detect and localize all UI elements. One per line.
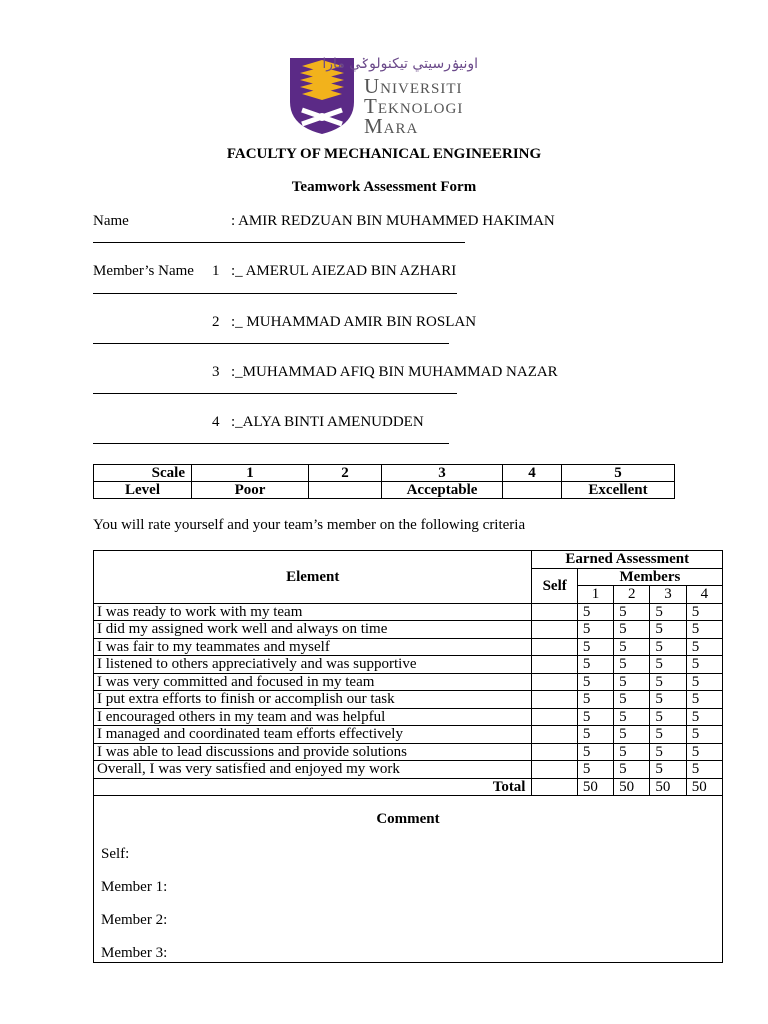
criteria-member-4-score[interactable]: 5 [686, 603, 722, 621]
criteria-member-2-score[interactable]: 5 [614, 708, 650, 726]
criteria-row [94, 691, 723, 709]
level-2 [309, 482, 382, 499]
member-1-number: 1 [212, 263, 220, 279]
criteria-row [94, 603, 723, 621]
criteria-member-1-score[interactable]: 5 [577, 621, 613, 639]
criteria-self-score[interactable] [532, 638, 577, 656]
level-1: Poor [192, 482, 309, 499]
member-col-2: 2 [614, 586, 650, 604]
criteria-element: I was ready to work with my team [94, 603, 532, 621]
comment-member-1-label[interactable]: Member 1: [101, 879, 168, 895]
instruction-text: You will rate yourself and your team’s member on the following criteria [93, 517, 526, 533]
criteria-member-3-score[interactable]: 5 [650, 656, 686, 674]
criteria-member-1-score[interactable]: 5 [577, 708, 613, 726]
criteria-member-3-score[interactable]: 5 [650, 761, 686, 779]
criteria-element: I did my assigned work well and always on time [94, 621, 532, 639]
scale-1: 1 [192, 465, 309, 482]
name-underline [93, 242, 465, 243]
criteria-element: Overall, I was very satisfied and enjoyed my work [94, 761, 532, 779]
scale-4: 4 [503, 465, 562, 482]
criteria-row [94, 638, 723, 656]
criteria-member-3-score[interactable]: 5 [650, 726, 686, 744]
criteria-member-3-score[interactable]: 5 [650, 691, 686, 709]
criteria-member-1-score[interactable]: 5 [577, 726, 613, 744]
member-3-underline [93, 393, 457, 394]
criteria-table [93, 550, 723, 796]
criteria-member-2-score[interactable]: 5 [614, 656, 650, 674]
criteria-row [94, 708, 723, 726]
total-member-2: 50 [614, 778, 650, 796]
criteria-self-score[interactable] [532, 603, 577, 621]
level-3: Acceptable [382, 482, 503, 499]
member-4-number: 4 [212, 414, 220, 430]
member-col-3: 3 [650, 586, 686, 604]
criteria-member-4-score[interactable]: 5 [686, 673, 722, 691]
criteria-member-1-score[interactable]: 5 [577, 673, 613, 691]
comment-self-label[interactable]: Self: [101, 846, 130, 862]
criteria-member-1-score[interactable]: 5 [577, 743, 613, 761]
criteria-member-1-score[interactable]: 5 [577, 761, 613, 779]
criteria-member-3-score[interactable]: 5 [650, 638, 686, 656]
logo-jawi-text: اونيۏرسيتي تيکنولوݢي مارا [322, 56, 478, 72]
scale-row [94, 465, 675, 482]
logo-line-universiti: Universiti [364, 74, 463, 98]
element-header: Element [94, 551, 532, 604]
criteria-row [94, 743, 723, 761]
criteria-self-score[interactable] [532, 761, 577, 779]
total-member-4: 50 [686, 778, 722, 796]
members-header: Members [577, 568, 722, 586]
criteria-member-2-score[interactable]: 5 [614, 761, 650, 779]
criteria-member-2-score[interactable]: 5 [614, 726, 650, 744]
member-2-name: :_ MUHAMMAD AMIR BIN ROSLAN [231, 314, 477, 330]
member-3-number: 3 [212, 364, 220, 380]
criteria-element: I was able to lead discussions and provide solutions [94, 743, 532, 761]
criteria-element: I listened to others appreciatively and was supportive [94, 656, 532, 674]
level-5: Excellent [562, 482, 675, 499]
form-title: Teamwork Assessment Form [291, 179, 477, 195]
criteria-element: I managed and coordinated team efforts effectively [94, 726, 532, 744]
member-col-1: 1 [577, 586, 613, 604]
total-member-1: 50 [577, 778, 613, 796]
criteria-row [94, 656, 723, 674]
level-row [94, 482, 675, 499]
criteria-self-score[interactable] [532, 743, 577, 761]
name-value: : AMIR REDZUAN BIN MUHAMMED HAKIMAN [231, 213, 555, 229]
comment-member-3-label[interactable]: Member 3: [101, 945, 168, 961]
member-4-underline [93, 443, 449, 444]
criteria-member-2-score[interactable]: 5 [614, 691, 650, 709]
scale-3: 3 [382, 465, 503, 482]
comment-member-2-label[interactable]: Member 2: [101, 912, 168, 928]
logo-line-teknologi: Teknologi [364, 94, 464, 118]
level-4 [503, 482, 562, 499]
scale-table [93, 464, 675, 499]
criteria-element: I was fair to my teammates and myself [94, 638, 532, 656]
criteria-self-score[interactable] [532, 691, 577, 709]
criteria-row [94, 621, 723, 639]
criteria-member-3-score[interactable]: 5 [650, 708, 686, 726]
criteria-member-4-score[interactable]: 5 [686, 638, 722, 656]
criteria-member-2-score[interactable]: 5 [614, 638, 650, 656]
total-label: Total [94, 778, 532, 796]
criteria-member-4-score[interactable]: 5 [686, 743, 722, 761]
criteria-member-2-score[interactable]: 5 [614, 621, 650, 639]
faculty-title: FACULTY OF MECHANICAL ENGINEERING [226, 146, 542, 162]
header-row-1 [94, 551, 723, 569]
criteria-member-3-score[interactable]: 5 [650, 621, 686, 639]
criteria-self-score[interactable] [532, 673, 577, 691]
member-4-name: :_ALYA BINTI AMENUDDEN [231, 414, 424, 430]
scale-2: 2 [309, 465, 382, 482]
criteria-element: I put extra efforts to finish or accomplish our task [94, 691, 532, 709]
comment-box [93, 795, 723, 963]
level-label: Level [94, 482, 192, 499]
criteria-member-1-score[interactable]: 5 [577, 638, 613, 656]
criteria-member-4-score[interactable]: 5 [686, 726, 722, 744]
criteria-element: I was very committed and focused in my team [94, 673, 532, 691]
logo-line-mara: Mara [364, 114, 419, 138]
criteria-member-4-score[interactable]: 5 [686, 621, 722, 639]
member-3-name: :_MUHAMMAD AFIQ BIN MUHAMMAD NAZAR [231, 364, 558, 380]
criteria-rows [94, 603, 723, 778]
criteria-member-3-score[interactable]: 5 [650, 603, 686, 621]
total-self [532, 778, 577, 796]
criteria-member-1-score[interactable]: 5 [577, 691, 613, 709]
scale-label: Scale [94, 465, 192, 482]
criteria-member-2-score[interactable]: 5 [614, 673, 650, 691]
comment-title: Comment [376, 811, 440, 827]
criteria-member-3-score[interactable]: 5 [650, 673, 686, 691]
criteria-self-score[interactable] [532, 621, 577, 639]
criteria-member-1-score[interactable]: 5 [577, 656, 613, 674]
criteria-member-4-score[interactable]: 5 [686, 708, 722, 726]
member-1-underline [93, 293, 457, 294]
criteria-member-3-score[interactable]: 5 [650, 743, 686, 761]
criteria-member-4-score[interactable]: 5 [686, 761, 722, 779]
members-label: Member’s Name [93, 263, 194, 279]
member-1-name: :_ AMERUL AIEZAD BIN AZHARI [231, 263, 457, 279]
criteria-member-1-score[interactable]: 5 [577, 603, 613, 621]
criteria-self-score[interactable] [532, 726, 577, 744]
member-2-underline [93, 343, 449, 344]
criteria-self-score[interactable] [532, 708, 577, 726]
member-2-number: 2 [212, 314, 220, 330]
criteria-member-4-score[interactable]: 5 [686, 656, 722, 674]
criteria-member-2-score[interactable]: 5 [614, 603, 650, 621]
self-header: Self [532, 568, 577, 603]
total-member-3: 50 [650, 778, 686, 796]
total-row [94, 778, 723, 796]
criteria-row [94, 673, 723, 691]
criteria-row [94, 761, 723, 779]
criteria-self-score[interactable] [532, 656, 577, 674]
uitm-logo [288, 56, 484, 136]
name-label: Name [93, 213, 129, 229]
criteria-member-2-score[interactable]: 5 [614, 743, 650, 761]
criteria-member-4-score[interactable]: 5 [686, 691, 722, 709]
earned-assessment-header: Earned Assessment [532, 551, 723, 569]
criteria-element: I encouraged others in my team and was helpful [94, 708, 532, 726]
member-col-4: 4 [686, 586, 722, 604]
scale-5: 5 [562, 465, 675, 482]
criteria-row [94, 726, 723, 744]
